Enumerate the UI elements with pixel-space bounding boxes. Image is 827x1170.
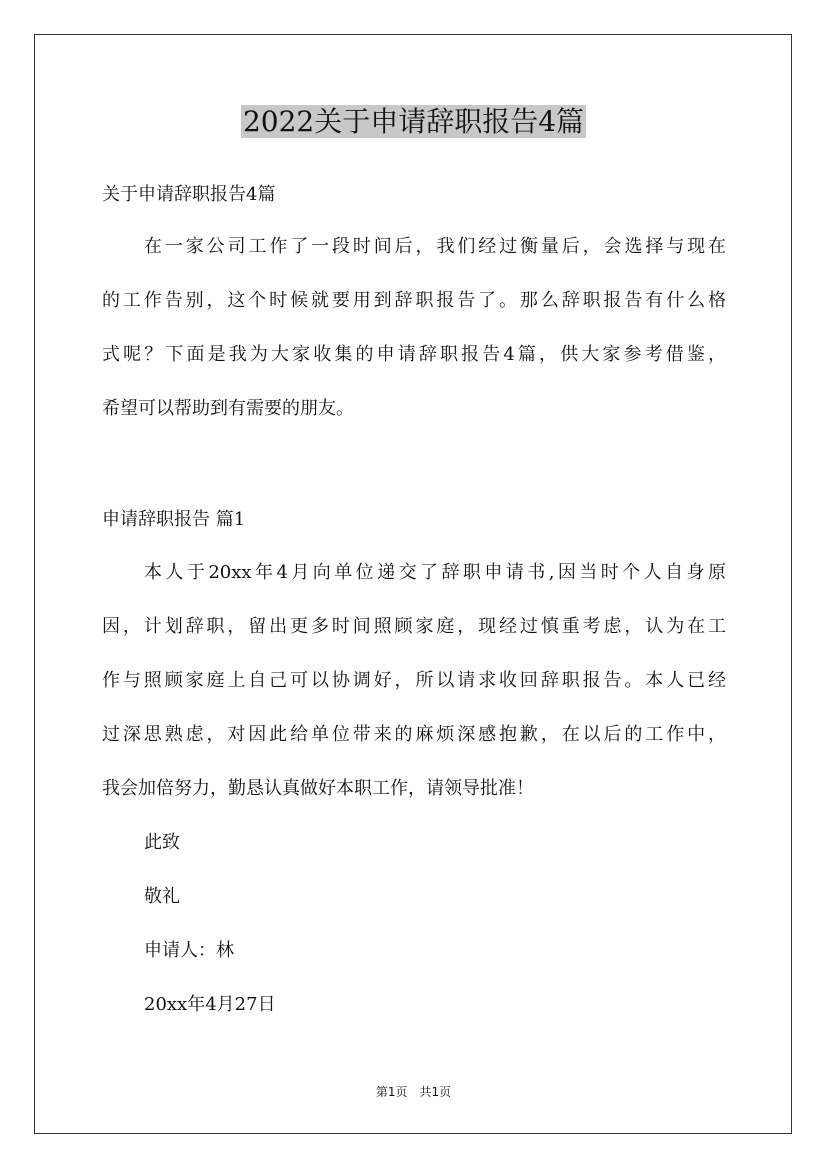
body-paragraph-line: 我会加倍努力，勤恳认真做好本职工作，请领导批准！ [102, 778, 534, 799]
page-number-footer: 第1页 共1页 [375, 1085, 452, 1099]
intro-paragraph-line: 的工作告别，这个时候就要用到辞职报告了。那么辞职报告有什么格 [102, 290, 726, 311]
document-title [0, 100, 827, 144]
intro-paragraph-line: 式呢？下面是我为大家收集的申请辞职报告4篇，供大家参考借鉴， [102, 344, 726, 365]
applicant-signature: 申请人：林 [144, 940, 234, 961]
letter-date: 20xx年4月27日 [144, 994, 276, 1015]
document-subtitle: 关于申请辞职报告4篇 [102, 184, 276, 205]
body-paragraph-line: 因，计划辞职，留出更多时间照顾家庭，现经过慎重考虑，认为在工 [102, 616, 726, 637]
document-title-text: 2022关于申请辞职报告4篇 [242, 105, 585, 138]
body-paragraph-line: 作与照顾家庭上自己可以协调好，所以请求收回辞职报告。本人已经 [102, 670, 726, 691]
intro-paragraph-line: 希望可以帮助到有需要的朋友。 [102, 398, 354, 419]
body-paragraph-line: 本人于20xx年4月向单位递交了辞职申请书,因当时个人自身原 [144, 562, 726, 583]
body-paragraph-line: 过深思熟虑，对因此给单位带来的麻烦深感抱歉，在以后的工作中， [102, 724, 726, 745]
letter-salutation: 敬礼 [144, 886, 180, 907]
letter-closing: 此致 [144, 832, 180, 853]
section-heading: 申请辞职报告 篇1 [102, 509, 246, 530]
intro-paragraph-line: 在一家公司工作了一段时间后，我们经过衡量后，会选择与现在 [144, 236, 726, 257]
